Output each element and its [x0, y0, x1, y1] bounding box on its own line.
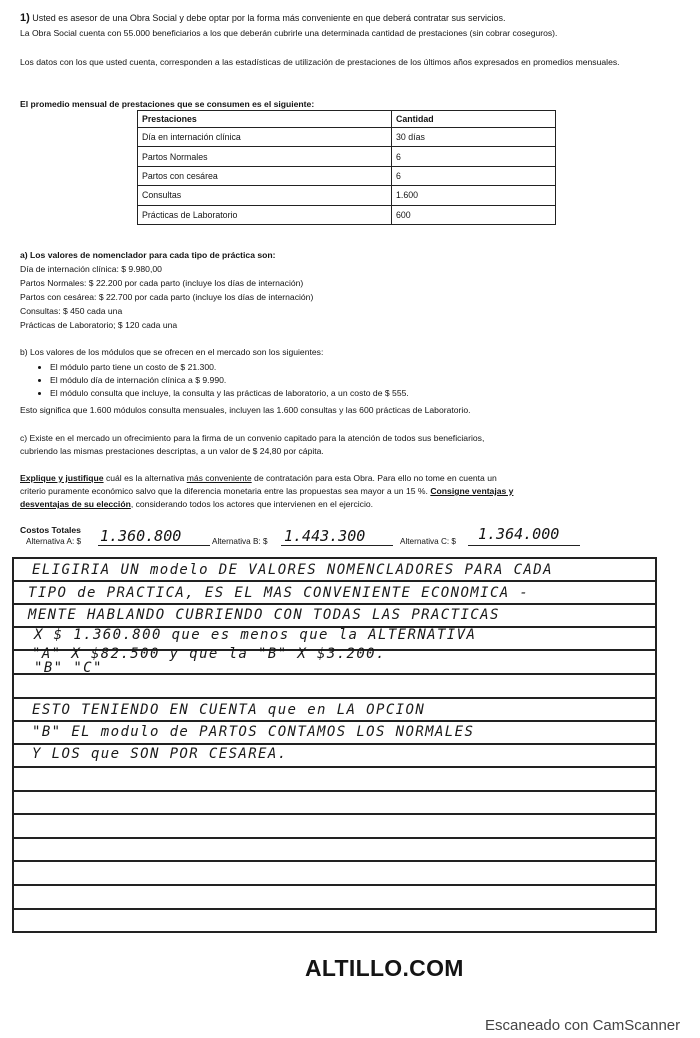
rule-line: [12, 697, 656, 699]
site-brand: ALTILLO.COM: [305, 955, 464, 981]
cost-value-b: 1.443.300: [284, 527, 366, 545]
rule-line: [12, 790, 656, 792]
section-a-title: a) Los valores de nomenclador para cada tipo de práctica son:: [20, 250, 276, 260]
rule-line: [12, 908, 656, 910]
scanner-watermark: Escaneado con CamScanner: [485, 1017, 681, 1034]
section-b-title: b) Los valores de los módulos que se ofrecen en el mercado son los siguientes:: [20, 347, 324, 357]
cost-label-a: Alternativa A: $: [26, 537, 82, 546]
prestaciones-table: [137, 110, 556, 225]
table-row: [138, 205, 556, 224]
cost-underline-b: [281, 545, 393, 546]
section-c-line2: cubriendo las mismas prestaciones descriptas, a un valor de $ 24,80 por cápita.: [20, 446, 324, 456]
instructions-line2: [20, 485, 680, 498]
intro-line3: Los datos con los que usted cuenta, corresponden a las estadísticas de utilización de prestaciones de los últimos años expresados en promedios mensuales.: [20, 57, 620, 67]
section-a-line: Consultas: $ 450 cada una: [20, 306, 123, 316]
answer-box-left-border: [12, 557, 14, 933]
question-number: 1): [20, 12, 30, 24]
handwritten-line: TIPO de PRACTICA, ES EL MAS CONVENIENTE ECONOMICA -: [28, 585, 530, 601]
intro-text-1: Usted es asesor de una Obra Social y debe optar por la forma más conveniente en que deberá contratar sus servicios.: [32, 13, 506, 23]
handwritten-line: "B" EL modulo de PARTOS CONTAMOS LOS NORMALES: [32, 724, 475, 740]
rule-line: [12, 673, 656, 675]
cost-value-a: 1.360.800: [100, 527, 182, 545]
section-b-note: Esto significa que 1.600 módulos consulta mensuales, incluyen las 1.600 consultas y las 600 prácticas de Laboratorio.: [20, 405, 471, 415]
instructions-text: de contratación para esta Obra. Para ello no tome en cuenta un: [251, 473, 497, 483]
rule-line: [12, 743, 656, 745]
table-header-cantidad: Cantidad: [392, 111, 556, 128]
list-item: • El módulo parto tiene un costo de $ 21.300.: [50, 361, 409, 374]
rule-line: [12, 860, 656, 862]
intro-line1: [20, 12, 506, 25]
cost-underline-c: [468, 545, 580, 546]
table-caption: El promedio mensual de prestaciones que se consumen es el siguiente:: [20, 99, 315, 109]
table-header-prestaciones: Prestaciones: [138, 111, 392, 128]
mas-conveniente: más conveniente: [186, 473, 252, 483]
instructions-text: cuál es la alternativa: [103, 473, 187, 483]
table-cell-prestacion: Partos con cesárea: [138, 166, 392, 185]
table-row: [138, 147, 556, 166]
instructions-text: , considerando todos los actores que intervienen en el ejercicio.: [130, 499, 374, 509]
table-cell-cantidad: 30 días: [392, 128, 556, 147]
explique-justifique: Explique y justifique: [20, 473, 104, 483]
table-cell-prestacion: Consultas: [138, 186, 392, 205]
table-row: [138, 128, 556, 147]
handwritten-line: MENTE HABLANDO CUBRIENDO CON TODAS LAS PRACTICAS: [28, 607, 500, 623]
cost-underline-a: [98, 545, 210, 546]
handwritten-line: X $ 1.360.800 que es menos que la ALTERNATIVA: [34, 627, 477, 643]
intro-line2: La Obra Social cuenta con 55.000 beneficiarios a los que deberán cubrirle una determinada cantidad de prestaciones (sin cobrar coseguros).: [20, 28, 558, 38]
rule-line: [12, 931, 656, 933]
list-item: • El módulo consulta que incluye, la consulta y las prácticas de laboratorio, a un costo de $ 555.: [50, 387, 409, 400]
answer-box-right-border: [655, 557, 657, 933]
handwritten-line: ESTO TENIENDO EN CUENTA que en LA OPCION: [32, 702, 426, 718]
rule-line: [12, 766, 656, 768]
costs-title: Costos Totales: [20, 525, 81, 535]
section-c-line1: c) Existe en el mercado un ofrecimiento para la firma de un convenio capitado para la atención de todos sus beneficiarios,: [20, 433, 485, 443]
rule-line: [12, 720, 656, 722]
table-row: [138, 186, 556, 205]
rule-line: [12, 580, 656, 582]
rule-line: [12, 557, 656, 559]
list-item: • El módulo día de internación clínica a $ 9.990.: [50, 374, 409, 387]
section-a-line: Partos con cesárea: $ 22.700 por cada parto (incluye los días de internación): [20, 292, 314, 302]
handwritten-line: "A" X $82.500 y que la "B" X $3.200.: [32, 646, 386, 662]
section-b-bullets: [22, 361, 409, 400]
handwritten-line: "B" "C": [34, 660, 103, 676]
instructions-line3: [20, 498, 680, 511]
instructions-text: criterio puramente económico salvo que la diferencia monetaria entre las propuestas sea mayor a un 15 %.: [20, 486, 431, 496]
table-row: [138, 166, 556, 185]
table-cell-cantidad: 6: [392, 166, 556, 185]
rule-line: [12, 813, 656, 815]
table-cell-prestacion: Día en internación clínica: [138, 128, 392, 147]
section-a-line: Día de internación clínica: $ 9.980,00: [20, 264, 162, 274]
section-a-line: Prácticas de Laboratorio; $ 120 cada una: [20, 320, 178, 330]
consigne-ventajas: Consigne ventajas y: [430, 486, 514, 496]
section-a-line: Partos Normales: $ 22.200 por cada parto (incluye los días de internación): [20, 278, 304, 288]
table-cell-cantidad: 1.600: [392, 186, 556, 205]
table-cell-cantidad: 6: [392, 147, 556, 166]
rule-line: [12, 884, 656, 886]
table-cell-prestacion: Partos Normales: [138, 147, 392, 166]
rule-line: [12, 603, 656, 605]
table-header-row: [138, 111, 556, 128]
handwritten-line: Y LOS que SON POR CESAREA.: [32, 746, 288, 762]
handwritten-line: ELIGIRIA UN modelo DE VALORES NOMENCLADORES PARA CADA: [32, 562, 553, 578]
cost-label-c: Alternativa C: $: [400, 537, 456, 546]
table-cell-cantidad: 600: [392, 205, 556, 224]
cost-value-c: 1.364.000: [478, 525, 560, 543]
cost-label-b: Alternativa B: $: [212, 537, 268, 546]
table-cell-prestacion: Prácticas de Laboratorio: [138, 205, 392, 224]
rule-line: [12, 837, 656, 839]
instructions-line1: [20, 472, 670, 485]
desventajas: desventajas de su elección: [20, 499, 131, 509]
